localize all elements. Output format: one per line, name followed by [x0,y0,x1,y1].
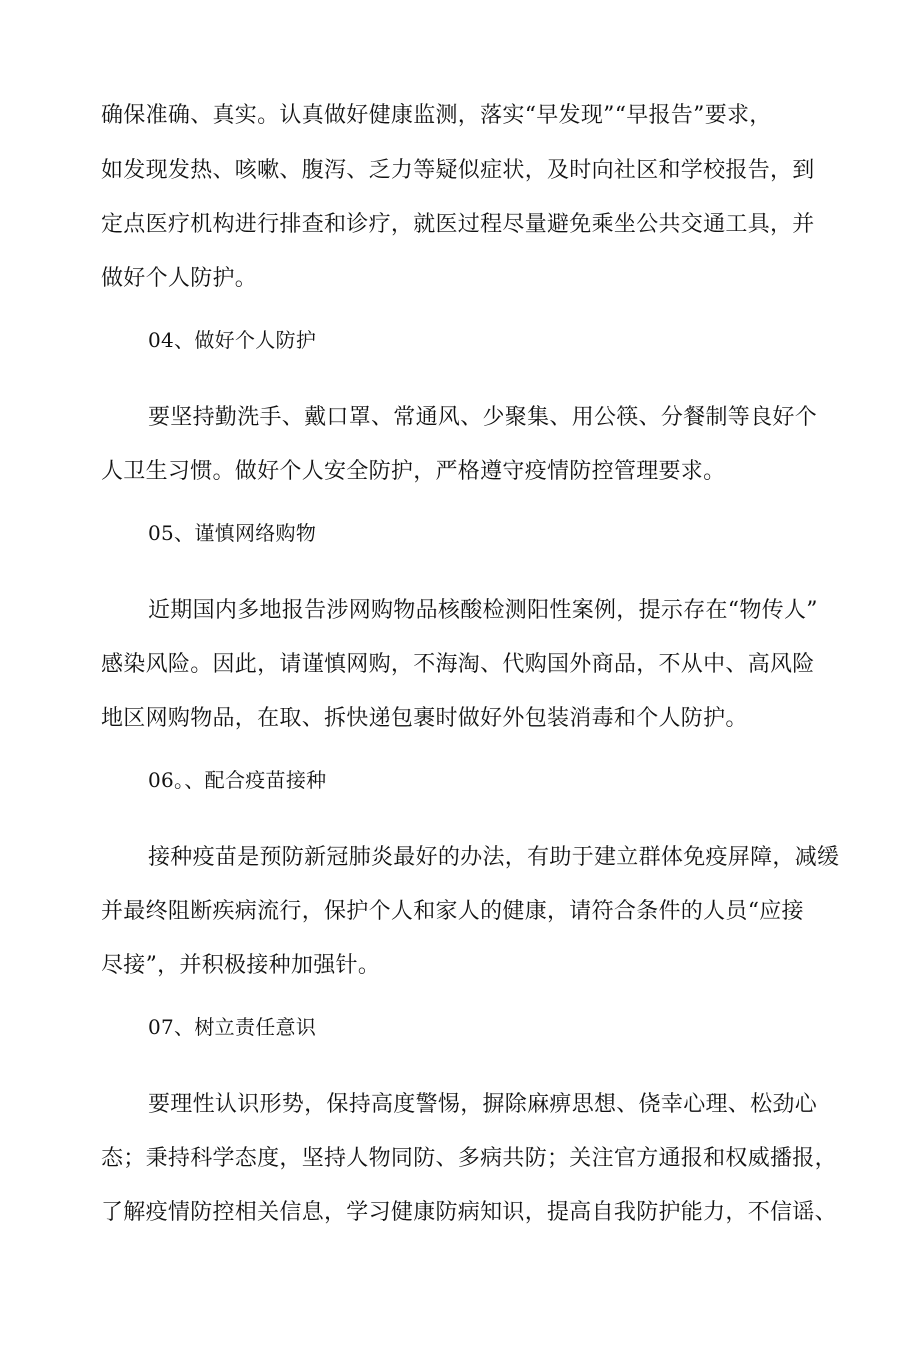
section-heading-07: 07、树立责任意识 [148,1015,317,1039]
section-heading-04: 04、做好个人防护 [148,328,317,352]
paragraph-line: 地区网购物品，在取、拆快递包裹时做好外包装消毒和个人防护。 [101,706,748,731]
paragraph-line: 要坚持勤洗手、戴口罩、常通风、少聚集、用公筷、分餐制等良好个 [148,405,818,430]
paragraph-line: 并最终阻断疾病流行，保护个人和家人的健康，请符合条件的人员“应接 [101,899,804,924]
paragraph-line: 了解疫情防控相关信息，学习健康防病知识，提高自我防护能力，不信谣、 [101,1200,837,1225]
paragraph-line: 要理性认识形势，保持高度警惕，摒除麻痹思想、侥幸心理、松劲心 [148,1092,818,1117]
paragraph-line: 人卫生习惯。做好个人安全防护，严格遵守疫情防控管理要求。 [101,459,726,484]
paragraph-line: 做好个人防护。 [101,266,258,291]
paragraph-line: 态；秉持科学态度，坚持人物同防、多病共防；关注官方通报和权威播报， [101,1146,837,1171]
paragraph-line: 尽接”，并积极接种加强针。 [101,953,381,978]
paragraph-line: 确保准确、真实。认真做好健康监测，落实“早发现”“早报告”要求， [101,103,772,128]
paragraph-line: 近期国内多地报告涉网购物品核酸检测阳性案例，提示存在“物传人” [148,598,818,623]
paragraph-line: 接种疫苗是预防新冠肺炎最好的办法，有助于建立群体免疫屏障，减缓 [148,845,840,870]
paragraph-line: 如发现发热、咳嗽、腹泻、乏力等疑似症状，及时向社区和学校报告，到 [101,158,815,183]
paragraph-line: 感染风险。因此，请谨慎网购，不海淘、代购国外商品，不从中、高风险 [101,652,815,677]
paragraph-line: 定点医疗机构进行排查和诊疗，就医过程尽量避免乘坐公共交通工具，并 [101,212,815,237]
section-heading-05: 05、谨慎网络购物 [148,521,317,545]
section-heading-06: 06。、配合疫苗接种 [148,768,327,792]
